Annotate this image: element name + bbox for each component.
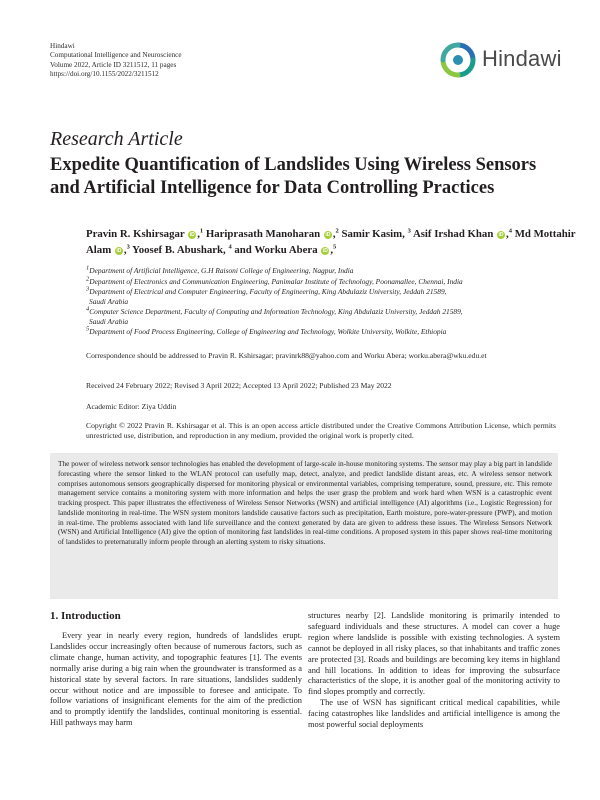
academic-editor: Academic Editor: Ziya Uddin — [86, 402, 177, 411]
affiliation-item — [86, 277, 561, 286]
orcid-icon[interactable]: iD — [322, 247, 328, 254]
affiliation-item — [86, 266, 561, 275]
author-affiliation-number: 3 — [407, 227, 411, 235]
orcid-icon[interactable]: iD — [116, 247, 122, 254]
affiliation-number: 4 — [86, 305, 90, 313]
paper-title: Expedite Quantification of Landslides Using Wireless Sensors and Artificial Intelligence for Data Controlling Practices — [50, 155, 537, 198]
abstract-text: The power of wireless network sensor technologies has enabled the development of large-scale in-house monitoring systems. The sensor may play a big part in landslide forecasting where the sensor linked to the WLAN protocol can usefully map, detect, analyze, and predict landslide distant areas, etc. A wireless sensor network comprises autonomous sensors geographically dispersed for monitoring physical or environmental variables, comprising temperature, sound, pressure, etc. This remote management service contains a monitoring system with more information and helps the user grasp the problem and work hard when WSN is a catastrophic event tracking prospect. This paper illustrates the effectiveness of Wireless Sensor Networks (WSN) and artificial intelligence (AI) algorithms (i.e., Logistic Regression) for landslide monitoring in real-time. The WSN system monitors landslide causative factors such as precipitation, Earth moisture, pore-water-pressure (PWP), and motion in real-time. The problems associated with land life surveillance and the context generated by data are given to address these issues. The Wireless Sensors Network (WSN) and Artificial Intelligence (AI) give the option of monitoring fast landslides in real-time conditions. A proposed system in this paper shows real-time monitoring of landslides to preternaturally inform people through an alerting system to risky situations. — [58, 459, 552, 546]
intro-paragraph-2: The use of WSN has significant critical medical capabilities, while facing catastrophes like landslides and artificial intelligence is among the most powerful social deployments — [308, 698, 560, 730]
copyright-notice: Copyright © 2022 Pravin R. Kshirsagar et al. This is an open access article distributed under the Creative Commons Attribution License, which permits unrestricted use, distribution, and reproduction in any medium, provided the original work is properly cited. — [86, 421, 556, 441]
author-name[interactable]: Yoosef B. Abushark, — [132, 244, 229, 256]
orcid-icon[interactable]: iD — [325, 231, 331, 238]
logo-text: Hindawi — [482, 46, 562, 71]
author-affiliation-number: 3 — [126, 243, 130, 251]
intro-paragraph-1-cont: structures nearby [2]. Landslide monitoring is primarily intended to safeguard individuals and these structures. A model can cover a huge region where landslide is possible with existing technologies. A system cannot be deployed in all risky places, so that inhabitants and traffic zones are protected [3]. Roads and buildings are becoming key items in highland and hill locations. In addition to ideas for improving the subsurface characteristics of the slope, it is another goal of the monitoring activity to find slopes promptly and correctly. — [308, 611, 560, 697]
affiliation-number: 1 — [86, 264, 90, 272]
affiliation-text: Department of Artificial Intelligence, G.H Raisoni College of Engineering, Nagpur, India — [89, 266, 354, 275]
affiliation-number: 5 — [86, 325, 90, 333]
author-name[interactable]: and Worku Abera — [234, 244, 321, 256]
affiliation-item — [86, 327, 561, 336]
hindawi-logo-icon — [438, 40, 478, 80]
right-column — [308, 611, 560, 731]
affiliation-item — [86, 287, 561, 305]
publisher-name: Hindawi — [50, 42, 75, 50]
left-column — [50, 631, 302, 729]
affiliations — [86, 266, 561, 338]
orcid-icon[interactable]: iD — [189, 231, 195, 238]
article-type: Research Article — [50, 128, 183, 150]
volume-info: Volume 2022, Article ID 3211512, 11 pages — [50, 60, 177, 69]
affiliation-text: Department of Food Process Engineering, College of Engineering and Technology, Wolkite University, Wolkite, Ethiopia — [89, 327, 447, 337]
author-name[interactable]: Md Mottahir Alam — [86, 228, 576, 256]
affiliation-country: Saudi Arabia — [89, 296, 129, 306]
affiliation-item — [86, 307, 561, 325]
author-affiliation-number: 2 — [335, 227, 339, 235]
affiliation-text: Computer Science Department, Faculty of Computing and Information Technology, King Abdulaziz University, Jeddah 21589, — [89, 307, 463, 317]
orcid-icon[interactable]: iD — [498, 231, 504, 238]
affiliation-text: Department of Electrical and Computer Engineering, Faculty of Engineering, King Abdulaziz University, Jeddah 21589, — [89, 287, 447, 297]
affiliation-number: 3 — [86, 285, 90, 293]
intro-paragraph-1: Every year in nearly every region, hundreds of landslides erupt. Landslides occur increasingly often because of numerous factors, such as climate change, human activity, and topographic features [1]. The events normally arise during a big rain when the groundwater is transformed as a historical state by several factors. In rare situations, landslides suddenly occur without notice and are impossible to foresee and anticipate. To follow variations of insignificant elements for the aim of the prediction and to promptly identify the landslides, continual monitoring is essential. Hill pathways may harm — [50, 631, 302, 728]
journal-meta — [50, 42, 182, 80]
hindawi-logo — [438, 40, 562, 84]
affiliation-text: Department of Electronics and Communication Engineering, Panimalar Institute of Technology, Poonamallee, Chennai, India — [89, 276, 463, 286]
doi-link[interactable]: https://doi.org/10.1155/2022/3211512 — [50, 70, 159, 79]
author-affiliation-number: 4 — [228, 243, 232, 251]
affiliation-number: 2 — [86, 275, 90, 283]
author-affiliation-number: 4 — [508, 227, 512, 235]
author-affiliation-number: 5 — [333, 243, 337, 251]
author-name[interactable]: Pravin R. Kshirsagar — [86, 228, 188, 240]
publication-dates: Received 24 February 2022; Revised 3 April 2022; Accepted 13 April 2022; Published 23 May 2022 — [86, 381, 392, 390]
affiliation-country: Saudi Arabia — [89, 316, 129, 326]
correspondence: Correspondence should be addressed to Pravin R. Kshirsagar; pravinrk88@yahoo.com and Worku Abera; worku.abera@wku.edu.et — [86, 351, 487, 360]
section-heading-introduction: 1. Introduction — [50, 610, 121, 622]
author-affiliation-number: 1 — [199, 227, 204, 235]
author-name[interactable]: Samir Kasim, — [341, 228, 408, 240]
author-list: Pravin R. Kshirsagar iD ,$^1$ Hariprasath Manoharan iD ,$^2$ Samir Kasim, $^3$ Asif Irshad Khan iD ,$^4$ Md Mottahir Alam iD ,$^3$ Yoosef B. Abushark, $^4$ and Worku Abera iD ,$^5$ — [86, 227, 576, 256]
author-name[interactable]: Asif Irshad Khan — [412, 228, 497, 240]
journal-name: Computational Intelligence and Neuroscience — [50, 51, 182, 60]
author-name[interactable]: Hariprasath Manoharan — [205, 228, 323, 240]
